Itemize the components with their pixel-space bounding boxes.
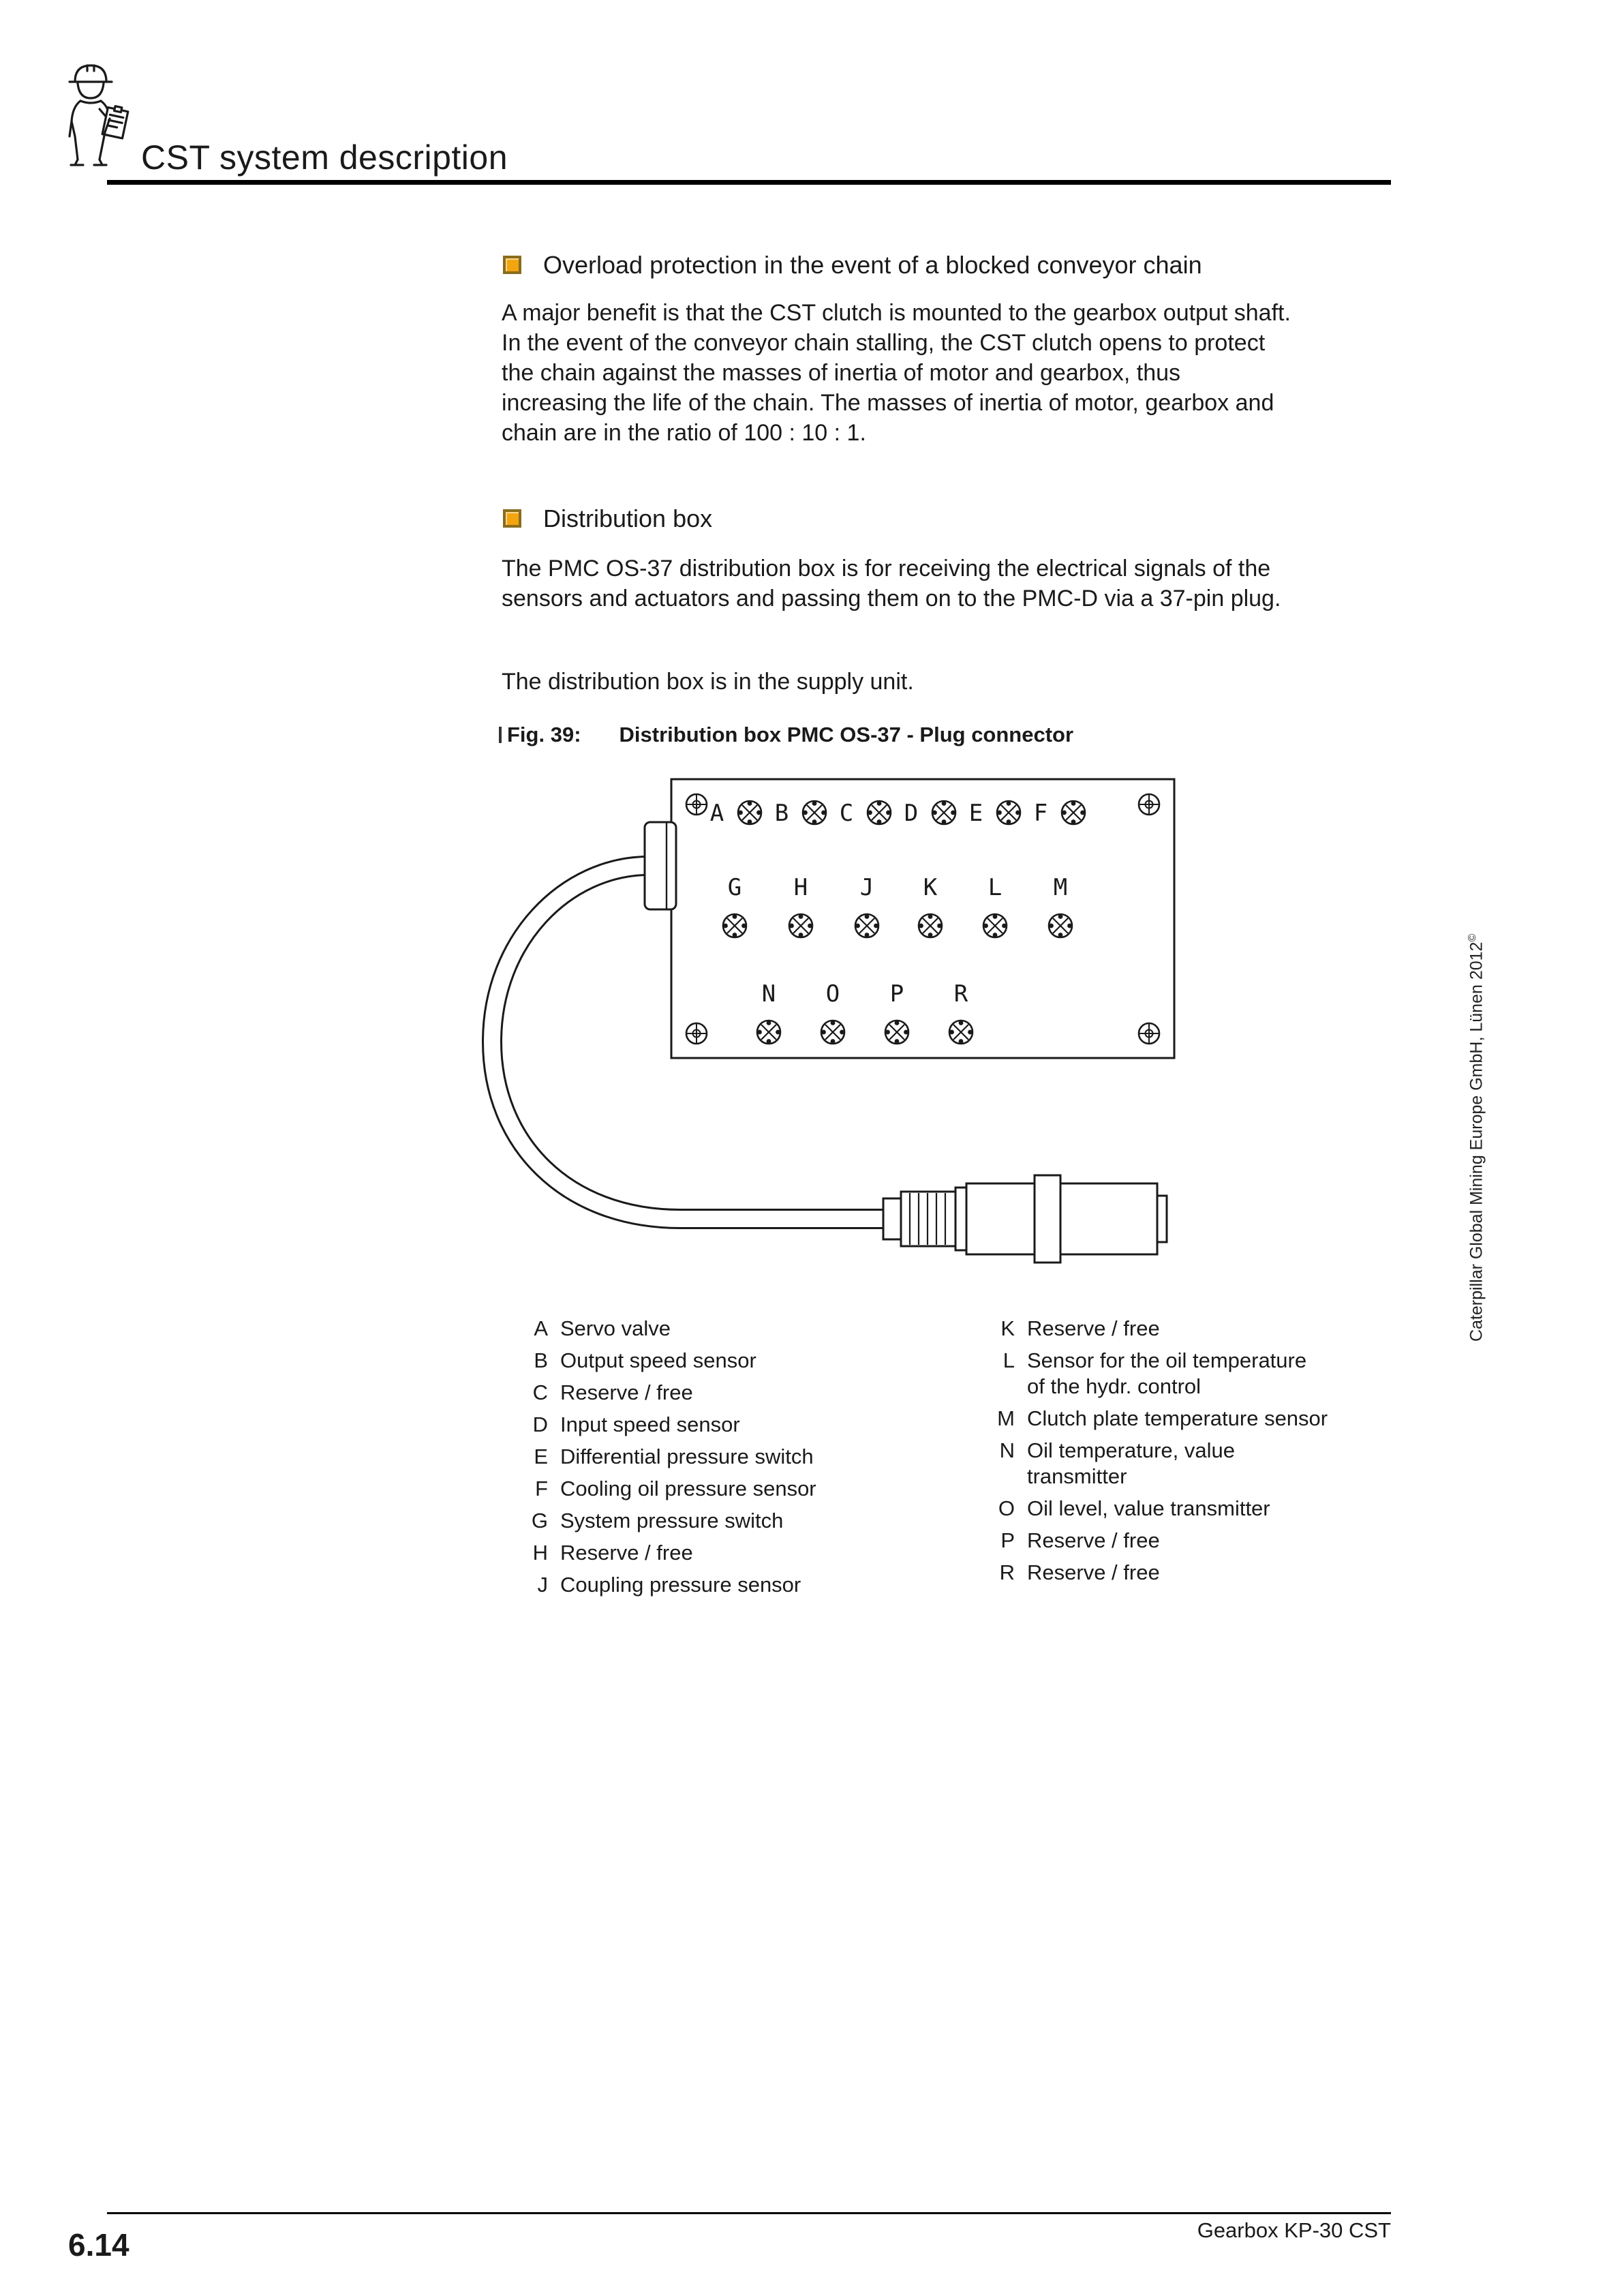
pin-label: H [793, 874, 808, 901]
legend-text-line1: Cooling oil pressure sensor [560, 1477, 816, 1500]
legend-text-line1: Reserve / free [1027, 1560, 1160, 1584]
screw-icon [1139, 794, 1159, 815]
legend-key: E [534, 1445, 548, 1468]
pin-label: R [953, 980, 968, 1008]
legend-key: J [537, 1573, 548, 1597]
legend-key: G [531, 1509, 548, 1532]
pin-label: A [709, 800, 724, 827]
screw-icon [686, 1023, 707, 1044]
copyright-note-text: Caterpillar Global Mining Europe GmbH, Lünen 2012 [1467, 941, 1486, 1342]
legend-text [548, 1444, 814, 1470]
legend-text [1015, 1348, 1306, 1400]
legend-text [1015, 1560, 1160, 1586]
legend-item [518, 1380, 985, 1406]
connector-pin-icon [821, 1021, 844, 1044]
legend-text-line1: Coupling pressure sensor [560, 1573, 801, 1597]
legend-item [518, 1348, 985, 1374]
legend-text-line1: Output speed sensor [560, 1348, 756, 1372]
connector-pin-icon [885, 1021, 908, 1044]
copyright-symbol-icon: © [1467, 933, 1478, 942]
legend-key: R [999, 1560, 1015, 1584]
pin-label: P [889, 980, 904, 1008]
pin-label: K [923, 874, 938, 901]
legend-text [548, 1348, 756, 1374]
legend-key: P [1000, 1528, 1015, 1552]
legend-text [548, 1476, 816, 1502]
legend-text-line1: System pressure switch [560, 1509, 784, 1532]
connector-pin-icon [868, 801, 891, 824]
legend-text-line1: Reserve / free [1027, 1316, 1160, 1340]
pin-label: J [859, 874, 874, 901]
legend-text [1015, 1496, 1270, 1522]
figure-legend [518, 1316, 1421, 1604]
connector-pin-icon [723, 914, 746, 937]
legend-text [1015, 1316, 1160, 1342]
connector-pin-icon [983, 914, 1007, 937]
legend-item [985, 1438, 1421, 1490]
legend-item [518, 1412, 985, 1438]
legend-item [518, 1508, 985, 1534]
connector-pin-icon [757, 1021, 780, 1044]
bullet-item-distribution-box [503, 503, 1389, 534]
legend-text [548, 1412, 740, 1438]
legend-key: C [532, 1380, 548, 1404]
bullet-label: Distribution box [543, 504, 713, 532]
legend-item [985, 1528, 1421, 1554]
legend-text-line1: Reserve / free [560, 1380, 693, 1404]
legend-text-line1: Servo valve [560, 1316, 671, 1340]
legend-text-line1: Sensor for the oil temperature [1027, 1348, 1307, 1372]
footer-doc-title: Gearbox KP-30 CST [1197, 2218, 1391, 2242]
legend-item [518, 1316, 985, 1342]
legend-key: M [997, 1406, 1015, 1430]
legend-text-line2: transmitter [1027, 1464, 1127, 1488]
page-title: CST system description [141, 138, 508, 177]
pin-label: L [988, 874, 1003, 901]
connector-pin-icon [1062, 801, 1085, 824]
legend-text [548, 1540, 693, 1566]
legend-key: D [532, 1413, 548, 1436]
connector-pin-icon [738, 801, 761, 824]
legend-key: B [534, 1348, 548, 1372]
paragraph-overload: A major benefit is that the CST clutch is mounted to the gearbox output shaft. In the event of the conveyor chain stalling, the CST clutch opens to protect the chain against the masses of inertia of motor and gearbox, thus increasing the life of the chain. The masses of inertia of motor, gearbox and chain are in the ratio of 100 : 10 : 1. [502, 300, 1291, 446]
legend-text [1015, 1406, 1328, 1432]
legend-item [518, 1444, 985, 1470]
legend-text [548, 1316, 671, 1342]
legend-item [518, 1572, 985, 1598]
pin-label: D [904, 800, 919, 827]
paragraph-supply-unit: The distribution box is in the supply unit. [502, 669, 914, 695]
copyright-note [1467, 934, 1486, 1342]
screw-icon [686, 794, 707, 815]
legend-key: H [532, 1541, 548, 1565]
legend-text [548, 1572, 801, 1598]
footer-page-number: 6.14 [68, 2227, 129, 2263]
figure-caption-text: Distribution box PMC OS-37 - Plug connector [619, 723, 1074, 746]
header-rule [107, 180, 1391, 185]
connector-pin-icon [789, 914, 812, 937]
legend-item [985, 1496, 1421, 1522]
pin-label: E [968, 800, 983, 827]
legend-text [1015, 1528, 1160, 1554]
legend-text-line1: Oil level, value transmitter [1027, 1496, 1270, 1520]
bullet-label: Overload protection in the event of a blocked conveyor chain [543, 251, 1202, 279]
legend-item [985, 1348, 1421, 1400]
legend-key: L [1003, 1348, 1015, 1372]
legend-column-right [985, 1316, 1421, 1604]
legend-key: F [535, 1477, 548, 1500]
legend-item [985, 1316, 1421, 1342]
connector-pin-icon [1049, 914, 1072, 937]
pin-label: G [727, 874, 742, 901]
legend-item [518, 1476, 985, 1502]
pin-label: N [761, 980, 776, 1008]
legend-text-line1: Oil temperature, value [1027, 1438, 1235, 1462]
legend-text-line1: Reserve / free [1027, 1528, 1160, 1552]
legend-text-line2: of the hydr. control [1027, 1374, 1202, 1398]
footer-rule [107, 2212, 1391, 2214]
legend-key: K [1000, 1316, 1015, 1340]
connector-pin-icon [803, 801, 826, 824]
worker-icon [49, 56, 132, 173]
figure-marker-icon [499, 727, 502, 743]
legend-text-line1: Differential pressure switch [560, 1445, 814, 1468]
pin-label: O [825, 980, 840, 1008]
pin-label: B [774, 800, 789, 827]
screw-icon [1139, 1023, 1159, 1044]
legend-item [985, 1560, 1421, 1586]
distribution-box-diagram [450, 764, 1268, 1326]
legend-text-line1: Reserve / free [560, 1541, 693, 1565]
legend-text-line1: Input speed sensor [560, 1413, 740, 1436]
legend-text [1015, 1438, 1235, 1490]
pin-label: F [1033, 800, 1048, 827]
legend-key: O [998, 1496, 1015, 1520]
connector-pin-icon [932, 801, 955, 824]
connector-pin-icon [919, 914, 942, 937]
connector-pin-icon [855, 914, 878, 937]
figure-caption-label: Fig. 39: [507, 723, 581, 746]
legend-item [518, 1540, 985, 1566]
cable-gland [645, 822, 676, 909]
legend-key: N [999, 1438, 1015, 1462]
legend-key: A [534, 1316, 548, 1340]
legend-item [985, 1406, 1421, 1432]
connector-pin-icon [997, 801, 1020, 824]
pin-label: C [839, 800, 854, 827]
legend-column-left [518, 1316, 985, 1604]
bullet-item-overload-protection [503, 250, 1389, 281]
paragraph-distribution-box: The PMC OS-37 distribution box is for receiving the electrical signals of the sensors and actuators and passing them on to the PMC-D via a 37-pin plug. [502, 556, 1281, 611]
connector-pin-icon [949, 1021, 973, 1044]
legend-text [548, 1508, 783, 1534]
pin-label: M [1053, 874, 1068, 901]
legend-text [548, 1380, 693, 1406]
bullet-square-icon [503, 256, 521, 274]
legend-text-line1: Clutch plate temperature sensor [1027, 1406, 1328, 1430]
plug-connector [883, 1175, 1167, 1263]
figure-caption [499, 723, 1073, 747]
bullet-square-icon [503, 509, 521, 528]
